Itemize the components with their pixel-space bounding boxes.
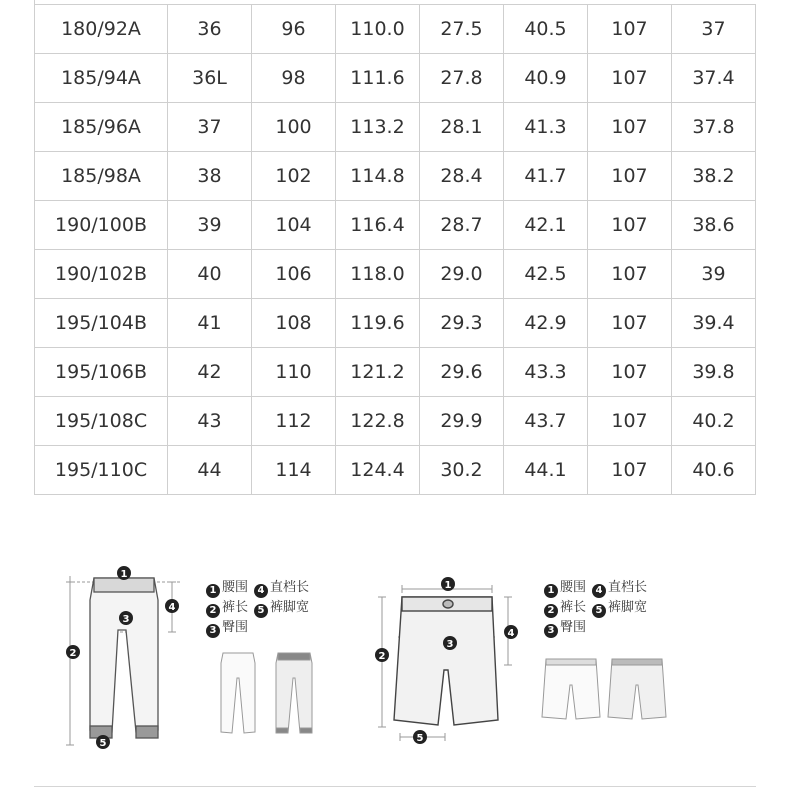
shorts-diagram [370,575,520,745]
marker-3: 3 [446,639,454,650]
size-label-cell: 190/100B [35,201,168,250]
measurement-cell: 37.4 [672,54,756,103]
measurement-cell: 27.5 [420,5,504,54]
measurement-cell: 39 [168,201,252,250]
measurement-cell: 122.8 [336,397,420,446]
measurement-cell: 42.5 [504,250,588,299]
measurement-cell: 42 [168,348,252,397]
table-row [35,446,756,495]
measurement-cell: 121.2 [336,348,420,397]
measurement-cell: 38.6 [672,201,756,250]
measurement-cell: 107 [588,397,672,446]
measurement-cell: 107 [588,250,672,299]
long-pants-legend: 1 腰围 4 直档长 2 裤长 5 裤脚宽 3 臀围 [206,578,309,638]
measurement-cell: 39 [672,250,756,299]
marker-2: 2 [378,651,386,662]
size-label-cell: 195/104B [35,299,168,348]
measurement-cell: 40 [168,250,252,299]
measurement-cell: 29.3 [420,299,504,348]
measurement-cell: 36L [168,54,252,103]
table-row [35,103,756,152]
measurement-cell: 112 [252,397,336,446]
measurement-cell: 40.6 [672,446,756,495]
measurement-cell: 28.1 [420,103,504,152]
table-row [35,201,756,250]
measurement-cell: 110 [252,348,336,397]
table-row [35,348,756,397]
shorts-legend: 1 腰围 4 直档长 2 裤长 5 裤脚宽 3 臀围 [544,578,647,638]
measurement-cell: 39.4 [672,299,756,348]
measurement-cell: 27.8 [420,54,504,103]
marker-3: 3 [122,614,130,625]
measurement-cell: 43.7 [504,397,588,446]
size-label-cell: 185/96A [35,103,168,152]
size-label-cell: 195/106B [35,348,168,397]
shorts-thumbnails [540,655,670,725]
table-row [35,54,756,103]
table-row [35,397,756,446]
marker-4: 4 [507,628,515,639]
marker-2: 2 [69,648,77,659]
measurement-cell: 107 [588,348,672,397]
measurement-cell: 28.7 [420,201,504,250]
measurement-cell: 119.6 [336,299,420,348]
table-row [35,250,756,299]
measurement-cell: 113.2 [336,103,420,152]
size-label-cell: 195/110C [35,446,168,495]
measurement-cell: 107 [588,54,672,103]
bottom-divider [34,786,756,787]
measurement-cell: 40.9 [504,54,588,103]
measurement-cell: 40.2 [672,397,756,446]
marker-5: 5 [99,738,107,749]
measurement-cell: 38.2 [672,152,756,201]
table-row [35,299,756,348]
measurement-cell: 29.0 [420,250,504,299]
measurement-cell: 44.1 [504,446,588,495]
measurement-cell: 108 [252,299,336,348]
measurement-cell: 43 [168,397,252,446]
marker-1: 1 [444,580,452,591]
measurement-cell: 41 [168,299,252,348]
measurement-cell: 29.9 [420,397,504,446]
measurement-cell: 107 [588,299,672,348]
size-label-cell: 185/98A [35,152,168,201]
measurement-cell: 36 [168,5,252,54]
measurement-cell: 38 [168,152,252,201]
measurement-cell: 39.8 [672,348,756,397]
measurement-cell: 37.8 [672,103,756,152]
measurement-cell: 44 [168,446,252,495]
size-chart-body [35,5,756,495]
marker-5: 5 [416,733,424,744]
measurement-cell: 107 [588,446,672,495]
measurement-cell: 43.3 [504,348,588,397]
measurement-cell: 111.6 [336,54,420,103]
size-label-cell: 190/102B [35,250,168,299]
measurement-cell: 107 [588,201,672,250]
marker-1: 1 [120,569,128,580]
measurement-cell: 37 [168,103,252,152]
size-label-cell: 195/108C [35,397,168,446]
size-label-cell: 185/94A [35,54,168,103]
long-pants-diagram [60,560,190,755]
marker-4: 4 [168,602,176,613]
measurement-cell: 124.4 [336,446,420,495]
measurement-cell: 102 [252,152,336,201]
size-chart-table [34,4,756,495]
measurement-cell: 30.2 [420,446,504,495]
size-label-cell: 180/92A [35,5,168,54]
measurement-cell: 106 [252,250,336,299]
measurement-cell: 116.4 [336,201,420,250]
measurement-cell: 37 [672,5,756,54]
measurement-cell: 42.9 [504,299,588,348]
table-row [35,5,756,54]
measurement-cell: 110.0 [336,5,420,54]
measurement-cell: 118.0 [336,250,420,299]
long-pants-thumbnails [218,648,328,738]
measurement-cell: 41.7 [504,152,588,201]
measurement-cell: 42.1 [504,201,588,250]
measurement-cell: 104 [252,201,336,250]
measurement-cell: 107 [588,152,672,201]
measurement-cell: 41.3 [504,103,588,152]
measurement-cell: 29.6 [420,348,504,397]
table-row [35,152,756,201]
measurement-cell: 28.4 [420,152,504,201]
measurement-cell: 100 [252,103,336,152]
measurement-cell: 40.5 [504,5,588,54]
measurement-cell: 114 [252,446,336,495]
measurement-cell: 96 [252,5,336,54]
measurement-cell: 98 [252,54,336,103]
measurement-cell: 107 [588,5,672,54]
measurement-cell: 107 [588,103,672,152]
measurement-cell: 114.8 [336,152,420,201]
